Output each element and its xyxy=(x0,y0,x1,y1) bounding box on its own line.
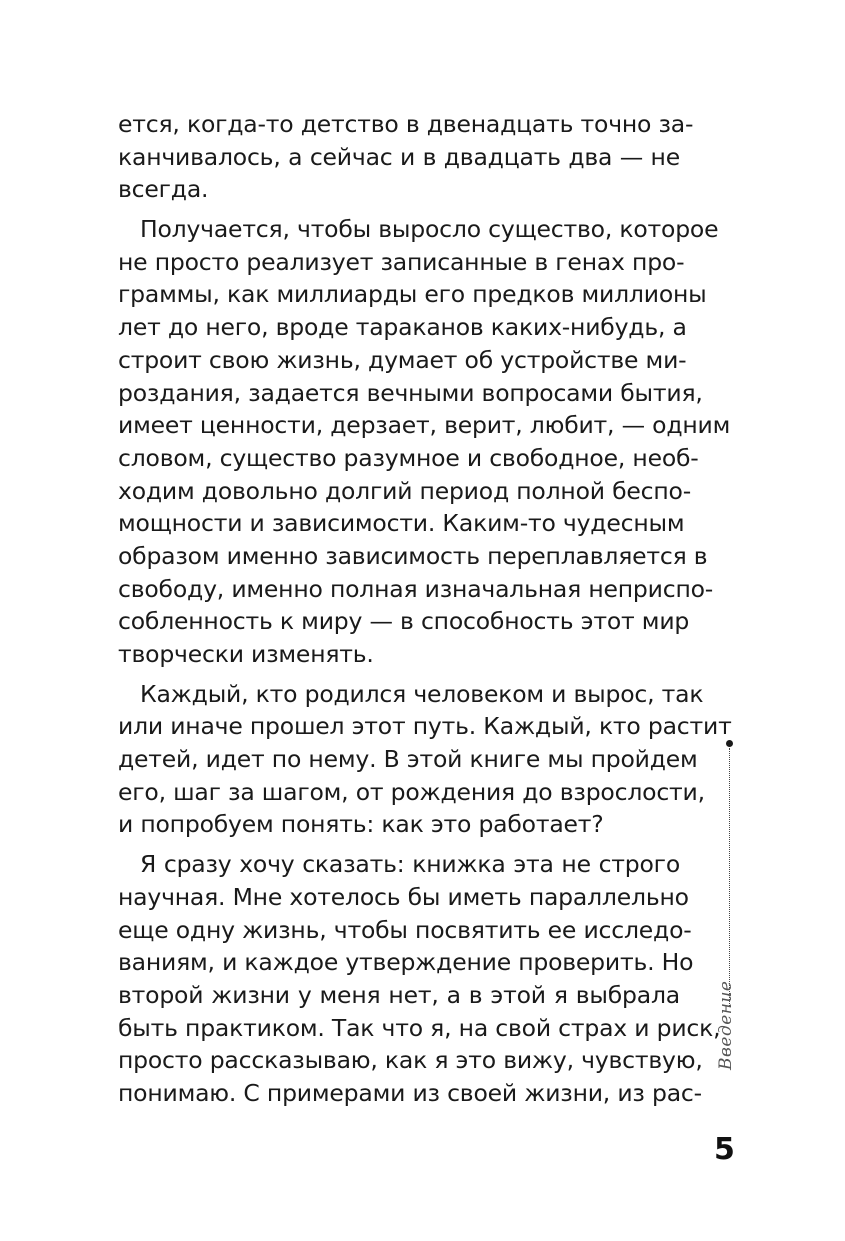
text-line: его, шаг за шагом, от рождения до взрослости, xyxy=(118,777,705,806)
text-line: просто рассказываю, как я это вижу, чувствую, xyxy=(118,1046,703,1075)
text-line: Получается, чтобы выросло существо, которое xyxy=(140,215,719,244)
text-line: ется, когда-то детство в двенадцать точно за- xyxy=(118,110,694,138)
text-line: второй жизни у меня нет, а в этой я выбрала xyxy=(118,980,680,1009)
text-line: граммы, как миллиарды его предков миллионы xyxy=(118,280,707,309)
text-line: и попробуем понять: как это работает? xyxy=(118,810,604,839)
paragraph xyxy=(118,213,731,671)
paragraph xyxy=(118,848,721,1110)
text-line: научная. Мне хотелось бы иметь параллельно xyxy=(118,882,689,911)
paragraph xyxy=(118,108,694,206)
text-line: образом именно зависимость переплавляется в xyxy=(118,541,708,570)
text-line: лет до него, вроде тараканов каких-нибудь, а xyxy=(118,313,687,342)
text-line: ходим довольно долгий период полной беспо- xyxy=(118,476,691,505)
text-line: канчивалось, а сейчас и в двадцать два — не xyxy=(118,142,680,171)
text-line: детей, идет по нему. В этой книге мы пройдем xyxy=(118,745,698,774)
text-line: или иначе прошел этот путь. Каждый, кто растит xyxy=(118,712,732,741)
text-line: понимаю. С примерами из своей жизни, из рас- xyxy=(118,1078,702,1107)
bullet-dot-icon xyxy=(726,740,733,747)
text-line: творчески изменять. xyxy=(118,640,374,668)
text-line: собленность к миру — в способность этот мир xyxy=(118,607,690,636)
page-number: 5 xyxy=(714,1132,735,1167)
text-line: строит свою жизнь, думает об устройстве ми- xyxy=(118,345,687,374)
text-line: еще одну жизнь, чтобы посвятить ее исследо- xyxy=(118,915,692,944)
text-line: быть практиком. Так что я, на свой страх и риск, xyxy=(118,1013,721,1042)
text-line: свободу, именно полная изначальная неприспо- xyxy=(118,574,714,603)
text-line: мощности и зависимости. Каким-то чудесным xyxy=(118,509,685,538)
text-line: имеет ценности, дерзает, верит, любит, — одним xyxy=(118,411,731,440)
text-line: не просто реализует записанные в генах про- xyxy=(118,247,685,276)
text-line: всегда. xyxy=(118,175,209,204)
text-line: ваниям, и каждое утверждение проверить. Но xyxy=(118,948,694,977)
paragraph xyxy=(118,678,732,841)
running-section-title: Введение xyxy=(716,980,736,1070)
text-line: Каждый, кто родился человеком и вырос, так xyxy=(140,679,704,708)
text-line: роздания, задается вечными вопросами бытия, xyxy=(118,378,703,407)
text-line: Я сразу хочу сказать: книжка эта не строго xyxy=(140,850,680,879)
text-line: словом, существо разумное и свободное, необ- xyxy=(118,443,699,472)
dotted-divider xyxy=(729,748,730,1006)
